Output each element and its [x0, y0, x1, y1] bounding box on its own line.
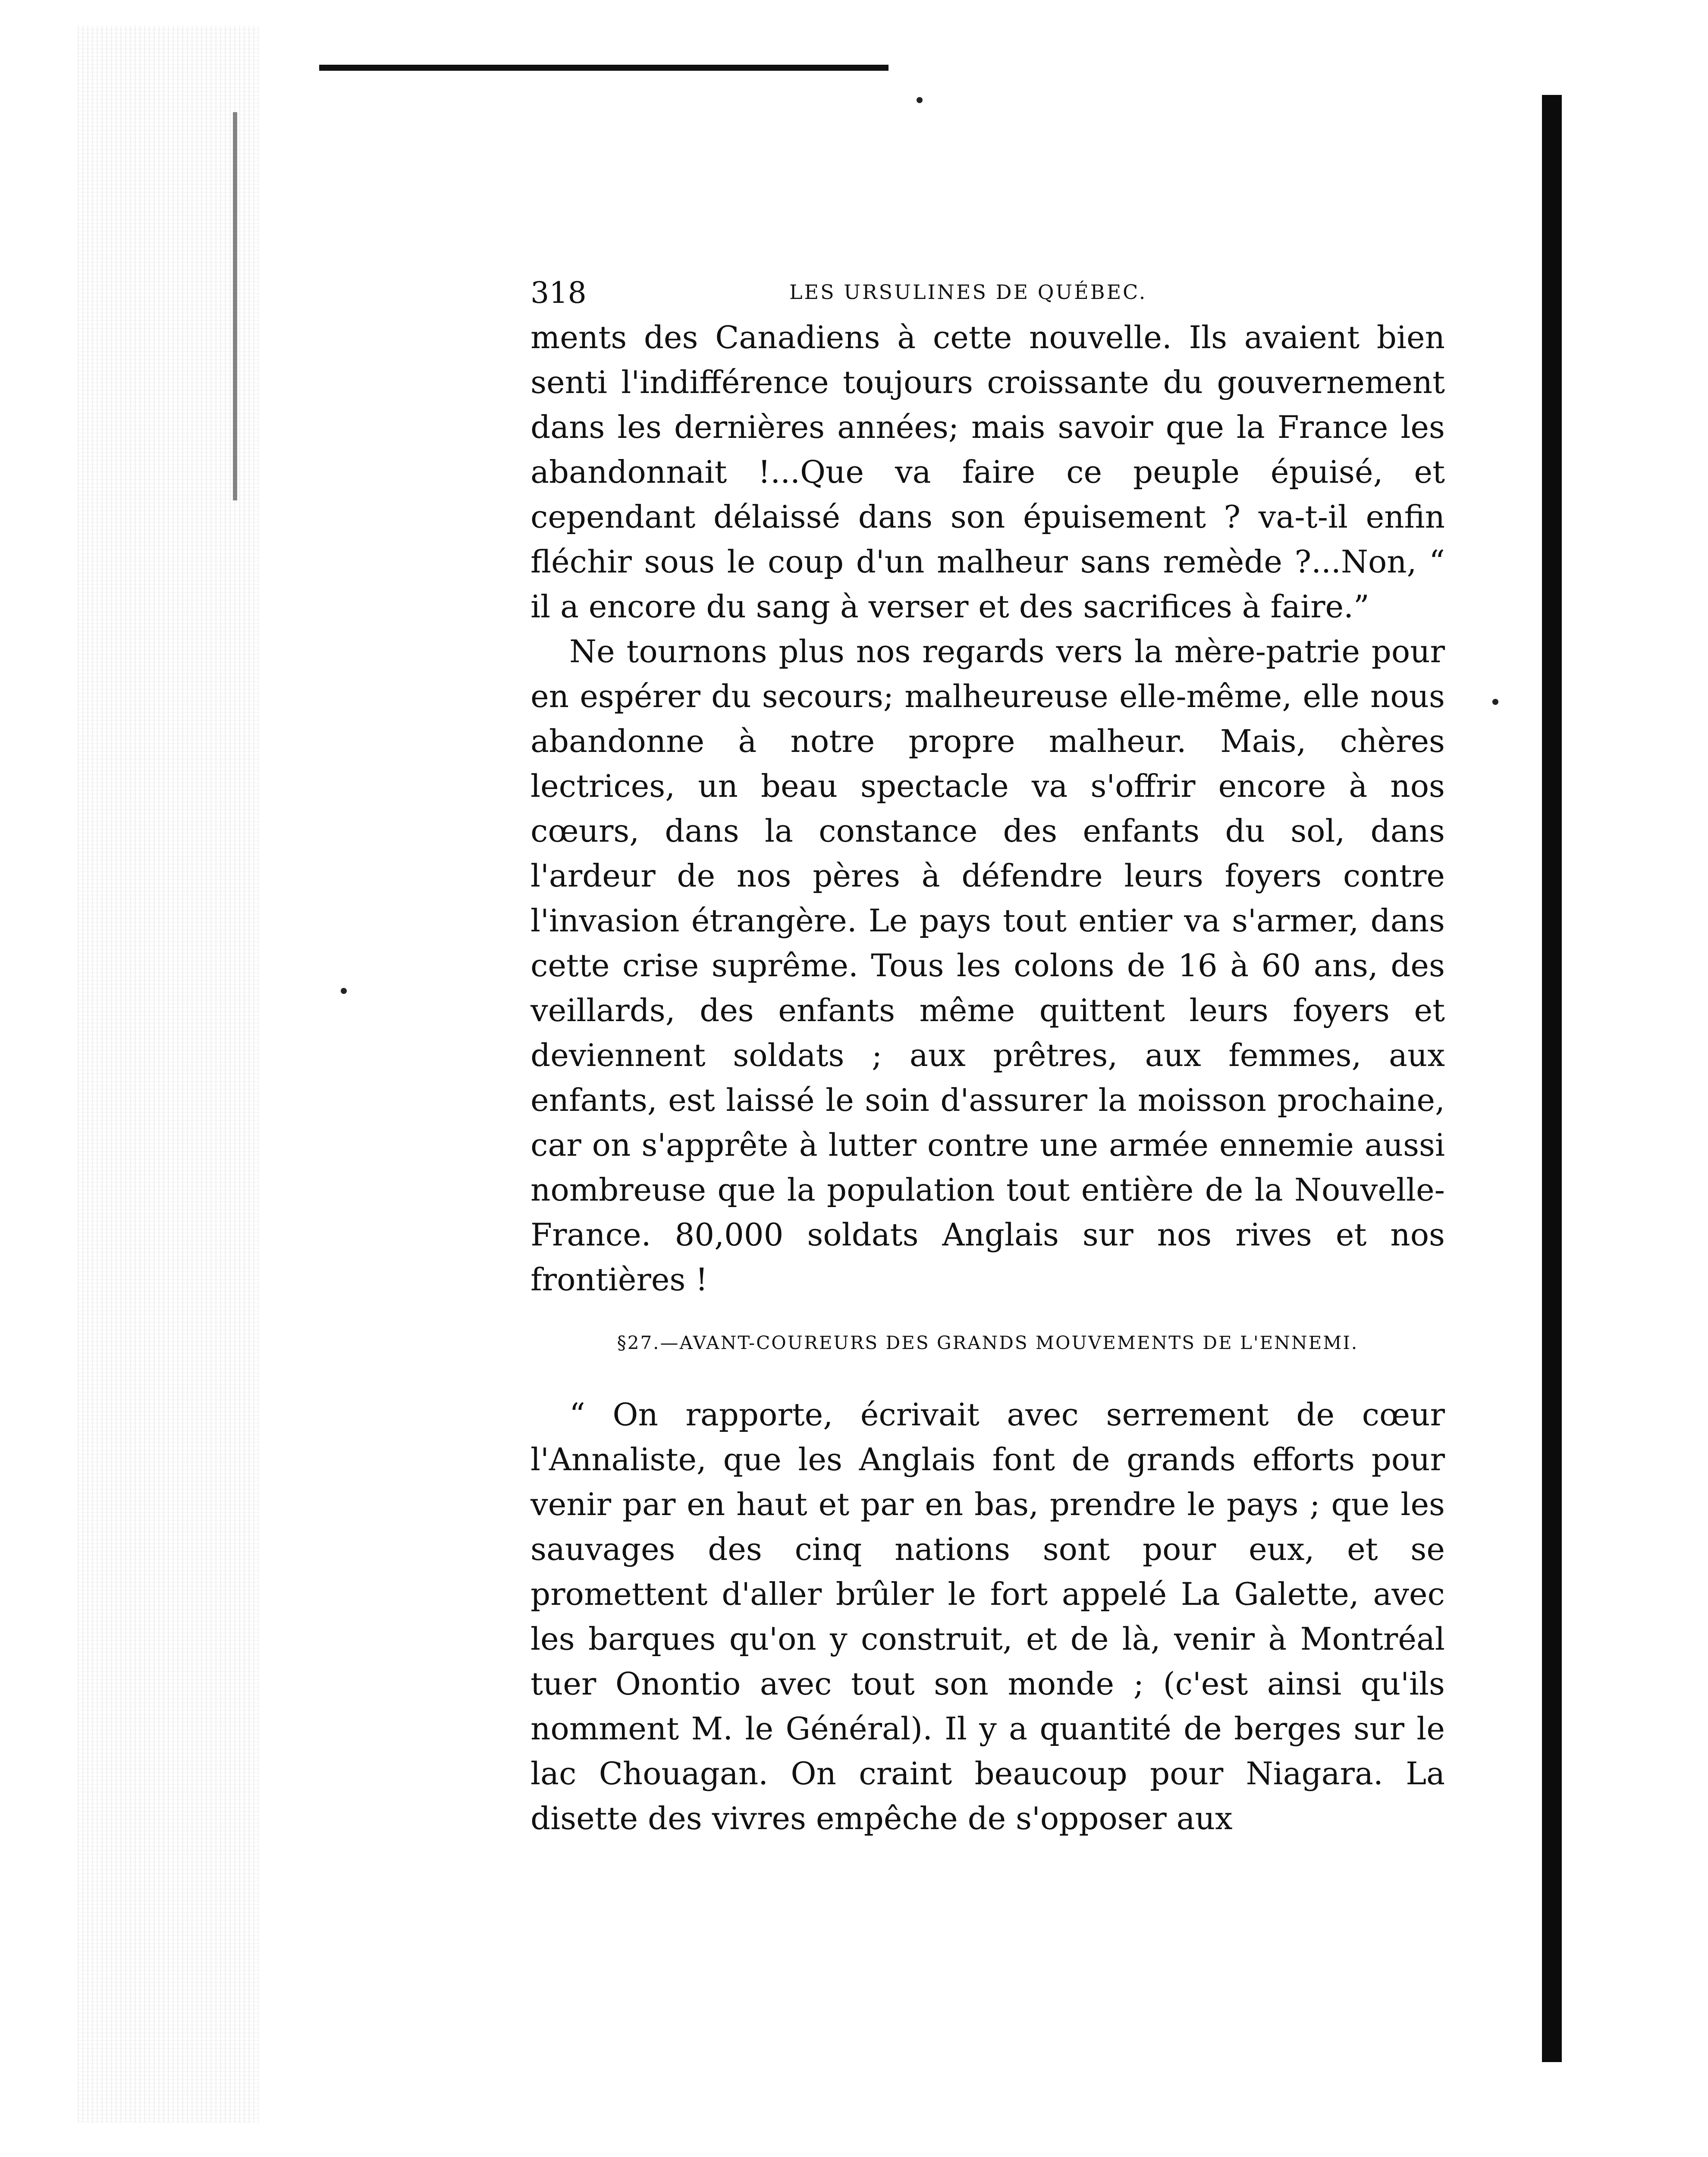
scan-right-border [1542, 95, 1562, 2062]
paragraph-2: Ne tournons plus nos regards vers la mère-patrie pour en espérer du secours; malheureuse elle-même, elle nous abandonne à notre propre malheur. Mais, chères lectrices, un beau spectacle va s'offrir encore à nos cœurs, dans la constance des enfants du sol, dans l'ardeur de nos pères à défendre leurs foyers contre l'invasion étrangère. Le pays tout entier va s'armer, dans cette crise suprême. Tous les colons de 16 à 60 ans, des veillards, des enfants même quittent leurs foyers et deviennent soldats ; aux prêtres, aux femmes, aux enfants, est laissé le soin d'assurer la moisson prochaine, car on s'apprête à lutter contre une armée ennemie aussi nombreuse que la population tout entière de la Nouvelle-France. 80,000 soldats Anglais sur nos rives et nos frontières ! [531, 633, 1445, 1298]
paragraph-3: “ On rapporte, écrivait avec serrement de cœur l'Annaliste, que les Anglais font de grands efforts pour venir par en haut et par en bas, prendre le pays ; que les sauvages des cinq nations sont pour eux, et se promettent d'aller brûler le fort appelé La Galette, avec les barques qu'on y construit, et de là, venir à Montréal tuer Onontio avec tout son monde ; (c'est ainsi qu'ils nomment M. le Général). Il y a quantité de berges sur le lac Chouagan. On craint beaucoup pour Niagara. La disette des vivres empêche de s'opposer aux [531, 1396, 1445, 1836]
scan-speck [341, 988, 347, 994]
page-number: 318 [531, 276, 587, 310]
scan-speck [917, 97, 923, 103]
scan-binding-shadow [233, 112, 237, 500]
scan-speck [1492, 699, 1498, 705]
paragraph-1: ments des Canadiens à cette nouvelle. Ils avaient bien senti l'indifférence toujours croissante du gouvernement dans les dernières années; mais savoir que la France les abandonnait !...Que va faire ce peuple épuisé, et cependant délaissé dans son épuisement ? va-t-il enfin fléchir sous le coup d'un malheur sans remède ?...Non, “ il a encore du sang à verser et des sacrifices à faire.” [531, 319, 1445, 625]
section-heading: §27.—AVANT-COUREURS DES GRANDS MOUVEMENTS DE L'ENNEMI. [617, 1332, 1359, 1353]
scan-top-rule [319, 65, 889, 71]
scan-edge-noise [78, 26, 259, 2122]
running-head [531, 267, 1445, 315]
running-title: LES URSULINES DE QUÉBEC. [789, 280, 1147, 304]
book-page [531, 267, 1445, 1841]
